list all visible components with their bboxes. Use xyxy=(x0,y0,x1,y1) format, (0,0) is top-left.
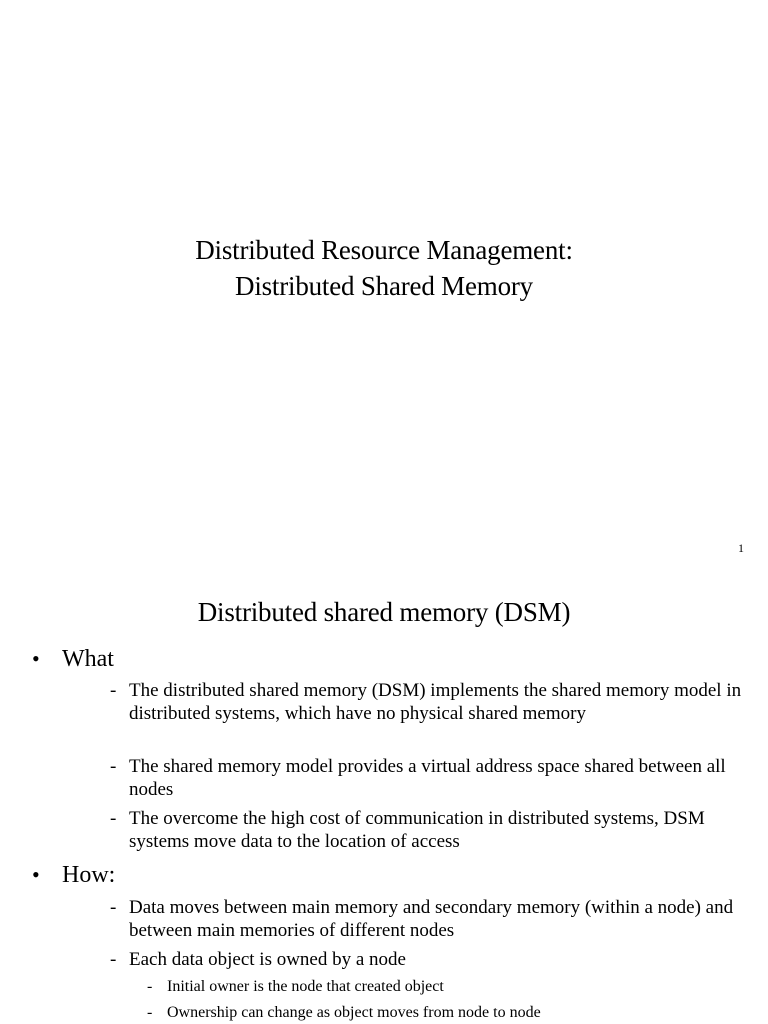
sub-bullet-text: The distributed shared memory (DSM) implements the shared memory model in distributed systems, which have no physical shared memory xyxy=(129,680,742,724)
dash-glyph: - xyxy=(110,756,117,777)
sub-sub-bullet-text: Initial owner is the node that created object xyxy=(167,978,444,995)
bullet-label: What xyxy=(62,646,114,672)
dash-glyph: - xyxy=(110,808,117,829)
sub-bullet-text: Each data object is owned by a node xyxy=(129,949,406,970)
bullet-glyph: • xyxy=(32,646,40,671)
sub-bullet-text: Data moves between main memory and secondary memory (within a node) and between main memories of different nodes xyxy=(129,897,734,941)
sub-sub-bullet-text: Ownership can change as object moves from node to node xyxy=(167,1004,541,1021)
page-number: 1 xyxy=(738,541,744,555)
content-slide xyxy=(0,570,768,1024)
dash-glyph: - xyxy=(110,680,117,701)
title-line-1: Distributed Resource Management: xyxy=(195,235,573,265)
sub-bullet-text: The overcome the high cost of communication in distributed systems, DSM systems move data to the location of access xyxy=(129,808,705,852)
sub-bullet-text: The shared memory model provides a virtual address space shared between all nodes xyxy=(129,756,726,800)
dash-glyph: - xyxy=(110,897,117,918)
slide-title xyxy=(0,232,768,304)
title-line-2: Distributed Shared Memory xyxy=(235,271,533,301)
dash-glyph: - xyxy=(147,1004,153,1021)
dash-glyph: - xyxy=(110,949,117,970)
slide-heading: Distributed shared memory (DSM) xyxy=(197,597,571,627)
bullet-label: How: xyxy=(62,862,116,888)
bullet-glyph: • xyxy=(32,862,40,887)
dash-glyph: - xyxy=(147,978,153,995)
